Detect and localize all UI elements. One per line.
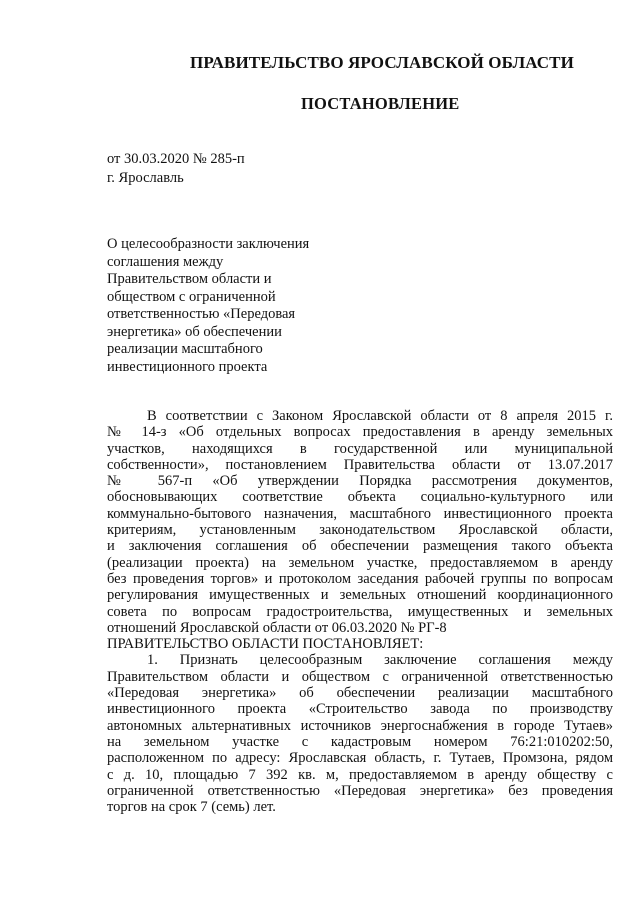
- preamble-line: совета по вопросам градостроительства, имущественных и земельных: [107, 603, 613, 620]
- date-number: от 30.03.2020 № 285-п: [107, 151, 245, 167]
- preamble-line: регулирования имущественных и земельных отношений координационного: [107, 587, 613, 604]
- item-line: ограниченной ответственностью «Передовая энергетика» без проведения: [107, 782, 613, 799]
- subject-line: обществом с ограниченной: [107, 288, 276, 305]
- subject-line: О целесообразности заключения: [107, 236, 310, 252]
- preamble-line: обосновывающих соответствие объекта социально-культурного или: [107, 489, 613, 506]
- subject-line: инвестиционного проекта: [107, 358, 268, 375]
- item-line: на земельном участке с кадастровым номером 76:21:010202:50,: [107, 733, 613, 750]
- item-line: автономных альтернативных источников энергоснабжения в городе Тутаев»: [107, 717, 613, 734]
- item-line: расположенном по адресу: Ярославская область, г. Тутаев, Промзона, рядом: [107, 750, 613, 767]
- city: г. Ярославль: [107, 170, 184, 186]
- preamble-line: В соответствии с Законом Ярославской области от 8 апреля 2015 г.: [147, 408, 613, 424]
- subject-block: [107, 236, 347, 376]
- subject-line: Правительством области и: [107, 271, 272, 287]
- preamble-line: отношений Ярославской области от 06.03.2020 № РГ-8: [107, 619, 447, 636]
- decree-line: [107, 636, 613, 652]
- document-meta: [107, 150, 245, 188]
- item-line: «Передовая энергетика» об обеспечении реализации масштабного: [107, 685, 613, 702]
- preamble-line: участков, находящихся в государственной или муниципальной: [107, 440, 613, 457]
- preamble-line: № 567-п «Об утверждении Порядка рассмотрения документов,: [107, 473, 613, 490]
- preamble-line: без проведения торгов» и протоколом заседания рабочей группы по вопросам: [107, 570, 613, 587]
- preamble-line: и заключения соглашения об обеспечении размещения такого объекта: [107, 538, 613, 555]
- subject-line: ответственностью «Передовая: [107, 306, 296, 322]
- item-line: 1. Признать целесообразным заключение соглашения между: [147, 652, 613, 669]
- preamble-line: критериям, установленным законодательством Ярославской области,: [107, 522, 613, 539]
- preamble-line: собственности», постановлением Правительства области от 13.07.2017: [107, 456, 613, 473]
- subject-line: реализации масштабного: [107, 341, 263, 357]
- item-line: с д. 10, площадью 7 392 кв. м, предоставляемом в аренду обществу с: [107, 766, 613, 783]
- doc-type-title: ПОСТАНОВЛЕНИЕ: [301, 94, 460, 113]
- document-body: [107, 408, 613, 815]
- decree-text: ПРАВИТЕЛЬСТВО ОБЛАСТИ ПОСТАНОВЛЯЕТ:: [107, 636, 424, 653]
- preamble-line: (реализации проекта) на земельном участке, предоставляемом в аренду: [107, 554, 613, 571]
- subject-line: соглашения между: [107, 253, 224, 270]
- preamble-paragraph: [107, 408, 613, 636]
- item-1-paragraph: [107, 652, 613, 815]
- preamble-line: коммунально-бытового назначения, масштабного инвестиционного проекта: [107, 505, 613, 522]
- item-line: инвестиционного проекта «Строительство завода по производству: [107, 701, 613, 718]
- item-line: Правительством области и обществом с ограниченной ответственностью: [107, 668, 613, 685]
- item-line: торгов на срок 7 (семь) лет.: [107, 799, 276, 816]
- subject-line: энергетика» об обеспечении: [107, 323, 282, 340]
- org-title: ПРАВИТЕЛЬСТВО ЯРОСЛАВСКОЙ ОБЛАСТИ: [190, 53, 574, 72]
- preamble-line: № 14-з «Об отдельных вопросах предоставления в аренду земельных: [107, 424, 613, 441]
